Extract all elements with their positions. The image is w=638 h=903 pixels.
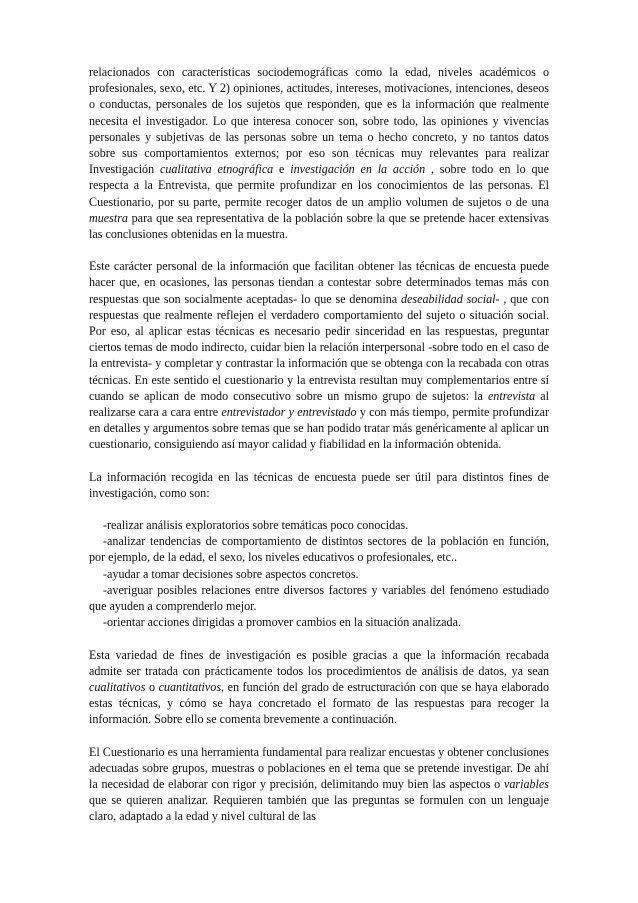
text-run: , en función del grado de estructuración con que se haya elaborado estas técnicas, y cómo se haya concretado el formato de las respuestas para recoger la información. Sobre ello se comenta brevemente a continuación. xyxy=(89,679,550,727)
text-run: e xyxy=(273,162,291,177)
italic-term: cualitativa etnográfica xyxy=(159,162,274,177)
list-item: -analizar tendencias de comportamiento de distintos sectores de la población en función, por ejemplo, de la edad, el sexo, los niveles educativos o profesionales, etc.. xyxy=(89,534,549,565)
paragraph-3: La información recogida en las técnicas de encuesta puede ser útil para distintos fines de investigación, como son: xyxy=(89,469,549,500)
italic-term: cuantitativos xyxy=(158,679,222,694)
text-run: que se quieren analizar. Requieren también que las preguntas se formulen con un lenguaje claro, adaptado a la edad y nivel cultural de las xyxy=(89,793,549,824)
list-item: -realizar análisis exploratorios sobre temáticas poco conocidas. xyxy=(103,518,409,533)
paragraph-1 xyxy=(89,64,549,242)
text-run: El Cuestionario es una herramienta fundamental para realizar encuestas y obtener conclusiones adecuadas sobre grupos, muestras o poblaciones en el tema que se pretende investigar. De ahí la necesidad de elaborar con rigor y precisión, delimitando muy bien las aspectos o xyxy=(89,744,549,791)
paragraph-4 xyxy=(89,647,549,728)
text-run: y con más tiempo, permite profundizar en detalles y argumentos sobre temas que se han podido tratar más genéricamente al aplicar un cuestionario, consiguiendo así mayor calidad y fiabilidad en la información obtenida. xyxy=(89,405,549,452)
paragraph-2 xyxy=(89,258,549,452)
document-page xyxy=(89,64,549,825)
text-run: Esta variedad de fines de investigación es posible gracias a que la información recabada admite ser tratada con prácticamente todos los procedimientos de análisis de datos, ya sean xyxy=(89,647,549,678)
purpose-list xyxy=(89,517,549,630)
text-run: o xyxy=(145,679,159,694)
text-run: , sobre todo en lo que respecta a la Entrevista, que permite profundizar en los conocimientos de las personas. El Cuestionario, por su parte, permite recoger datos de un amplio volumen de sujetos o de una xyxy=(89,162,549,209)
text-run: , que con respuestas que realmente reflejen el verdadero comportamiento del sujeto o situación social. Por eso, al aplicar estas técnicas es necesario pedir sinceridad en las respuestas, preguntar ciertos temas de modo indirecto, cuidar bien la relación interpersonal -sobre todo en el caso de la entrevista- y completar y contrastar la información que se obtenga con la recabada con otras técnicas. En este sentido el cuestionario y la entrevista resultan muy complementarios entre sí cuando se aplican de modo consecutivo sobre un mismo grupo de sujetos: la xyxy=(89,291,549,403)
list-item: -orientar acciones dirigidas a promover cambios en la situación analizada. xyxy=(103,615,461,630)
italic-term: entrevista xyxy=(487,388,536,403)
text-run: al realizarse cara a cara entre xyxy=(89,388,549,420)
text-run: Este carácter personal de la información que facilitan obtener las técnicas de encuesta puede hacer que, en ocasiones, las personas tiendan a contestar sobre determinados temas más con respuestas que son socialmente aceptadas- lo que se denomina xyxy=(89,259,549,306)
italic-term: muestra xyxy=(89,210,128,225)
text-run: relacionados con características sociodemográficas como la edad, niveles académicos o profesionales, sexo, etc. Y 2) opiniones, actitudes, intereses, motivaciones, intenciones, deseos o conductas, personales de los sujetos que responden, que es la información que realmente necesita el investigador. Lo que interesa conocer son, sobre todo, las opiniones y vivencias personales y subjetivas de las personas sobre un tema o hecho concreto, y no tantos datos sobre sus comportamientos externos; por eso son técnicas muy relevantes para realizar Investigación xyxy=(89,65,549,177)
list-item: -averiguar posibles relaciones entre diversos factores y variables del fenómeno estudiado que ayuden a comprenderlo mejor. xyxy=(89,582,549,614)
italic-term: variables xyxy=(503,776,549,791)
italic-term: investigación en la acción xyxy=(290,162,426,177)
italic-term: deseabilidad social- xyxy=(400,291,500,306)
italic-term: entrevistador y entrevistado xyxy=(221,405,357,420)
text-run: para que sea representativa de la población sobre la que se pretende hacer extensivas las conclusiones obtenidas en la muestra. xyxy=(89,210,549,242)
list-item: -ayudar a tomar decisiones sobre aspectos concretos. xyxy=(103,566,359,581)
paragraph-5 xyxy=(89,744,549,825)
italic-term: cualitativos xyxy=(89,679,146,694)
